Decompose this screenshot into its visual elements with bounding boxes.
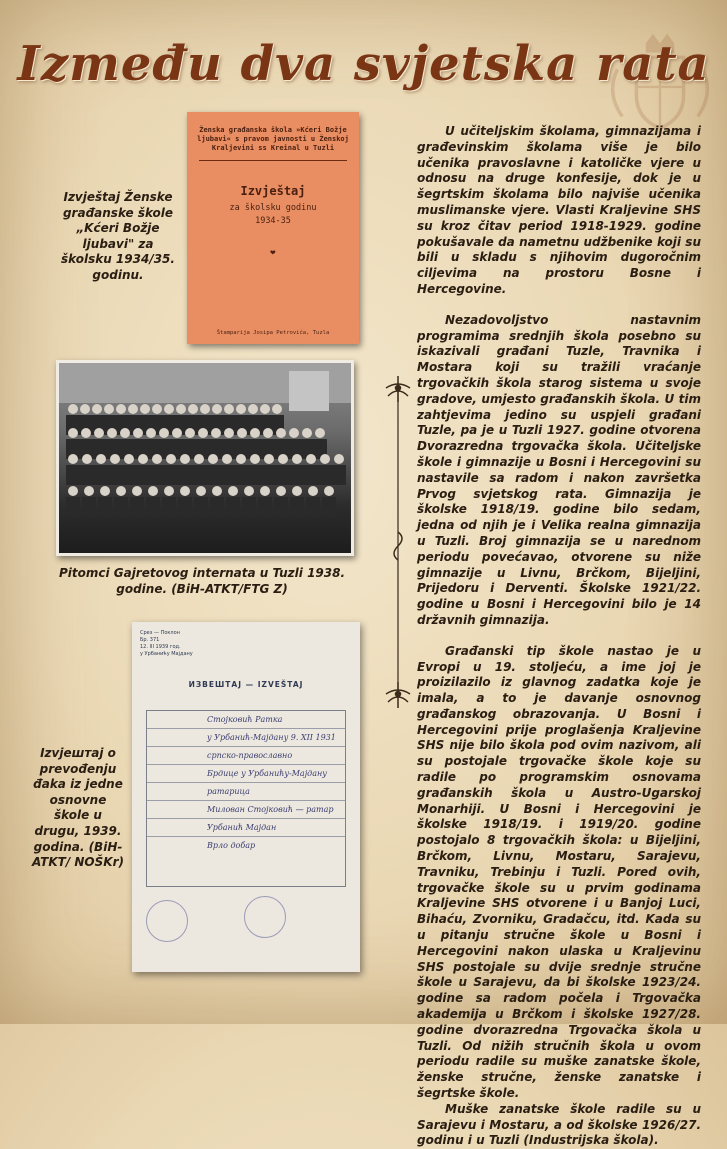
- transfer-report-document: [132, 622, 360, 972]
- student-face: [133, 428, 143, 438]
- student-face: [320, 454, 330, 464]
- student-face: [200, 404, 210, 414]
- student-face: [250, 428, 260, 438]
- student-face: [211, 428, 221, 438]
- booklet-caption: Izvještaj Ženske građanske škole „Kćeri Božje ljubavi" za školsku 1934/35. godinu.: [61, 190, 175, 282]
- booklet-printer: Štamparija Josipa Petrovića, Tuzla: [216, 330, 330, 336]
- fleur-ornament-icon: [386, 376, 410, 402]
- student-face: [82, 454, 92, 464]
- student-face: [324, 486, 334, 496]
- student-face: [292, 454, 302, 464]
- student-body: [248, 465, 262, 485]
- student-body: [94, 465, 108, 485]
- student-body: [234, 465, 248, 485]
- student-face: [196, 486, 206, 496]
- student-face: [334, 454, 344, 464]
- student-face: [224, 428, 234, 438]
- student-body: [162, 497, 176, 517]
- student-face: [185, 428, 195, 438]
- student-face: [104, 404, 114, 414]
- student-body: [80, 465, 94, 485]
- student-body: [276, 465, 290, 485]
- student-body: [318, 465, 332, 485]
- student-body: [220, 465, 234, 485]
- student-face: [68, 428, 78, 438]
- report-row: Стојковић Ратка: [147, 711, 345, 729]
- report-title: ИЗВЕШТАЈ — IZVEŠTAJ: [188, 680, 304, 689]
- article-body: [417, 124, 701, 1149]
- student-face: [188, 404, 198, 414]
- student-body: [332, 465, 346, 485]
- student-face: [68, 404, 78, 414]
- student-face: [248, 404, 258, 414]
- student-face: [308, 486, 318, 496]
- student-body: [82, 497, 96, 517]
- student-body: [130, 497, 144, 517]
- report-head-line: Бр. 371: [140, 637, 160, 643]
- student-face: [128, 404, 138, 414]
- student-body: [178, 465, 192, 485]
- student-body: [290, 465, 304, 485]
- student-face: [264, 454, 274, 464]
- student-body: [178, 497, 192, 517]
- student-face: [68, 454, 78, 464]
- student-face: [276, 486, 286, 496]
- student-face: [278, 454, 288, 464]
- student-body: [108, 465, 122, 485]
- student-face: [166, 454, 176, 464]
- student-body: [306, 497, 320, 517]
- student-body: [304, 465, 318, 485]
- fleur-ornament-icon: [386, 682, 410, 708]
- student-face: [94, 428, 104, 438]
- student-face: [92, 404, 102, 414]
- student-body: [66, 465, 80, 485]
- student-face: [81, 428, 91, 438]
- student-face: [263, 428, 273, 438]
- booklet-subheading-line: za školsku godinu: [229, 203, 317, 213]
- student-body: [136, 465, 150, 485]
- report-row: Брдице у Урбанићу-Мајдану: [147, 765, 345, 783]
- booklet-school-line: Ženska građanska škola »Kćeri Božje ljubavi« s pravom javnosti u Ženskoj Kraljevini ss Kreinal u Tuzli: [197, 126, 349, 152]
- student-face: [302, 428, 312, 438]
- group-photo-figures: [59, 363, 351, 553]
- student-face: [148, 486, 158, 496]
- student-body: [150, 465, 164, 485]
- student-face: [212, 486, 222, 496]
- student-face: [132, 486, 142, 496]
- report-header: [140, 630, 193, 658]
- student-face: [146, 428, 156, 438]
- student-body: [322, 497, 336, 517]
- article-paragraph: Muške zanatske škole radile su u Sarajevu i Mostaru, a od školske 1926/27. godinu i u Tuzli (Industrijska škola).: [417, 1101, 701, 1148]
- student-body: [146, 497, 160, 517]
- student-face: [260, 404, 270, 414]
- report-caption: Izvjештaj o prevođenju đaka iz jedne osnovne škole u drugu, 1939. godina. (BiH-ATKT/ NOŠKr): [32, 746, 124, 870]
- booklet-rule: [199, 160, 347, 161]
- report-head-line: 12. III 1939 год.: [140, 644, 181, 650]
- student-face: [180, 486, 190, 496]
- report-head-line: у Урбанићу Мајдану: [140, 651, 193, 657]
- report-head-line: Срез — Поклон: [140, 630, 180, 636]
- heart-ornament-icon: ❤: [270, 248, 276, 258]
- student-face: [164, 486, 174, 496]
- report-row: у Урбанић-Мајдану 9. XII 1931: [147, 729, 345, 747]
- student-face: [152, 454, 162, 464]
- student-face: [228, 486, 238, 496]
- student-face: [96, 454, 106, 464]
- student-body: [258, 497, 272, 517]
- student-face: [222, 454, 232, 464]
- article-paragraph: Nezadovoljstvo nastavnim programima srednjih škola posebno su iskazivali građani Tuzle, Travnika i Mostara koji su tražili vraćanje trgovačkih škola starog sistema u svoje gradove, umjesto građanskih škola. U tim zahtjevima jedino su uspjeli građani Tuzle, pa je u Tuzli 1927. godine otvorena Dvorazredna trgovačka škola. Učiteljske škole i gimnazije u Bosni i Hercegovini su nastavile sa radom i nakon završetka Prvog svjetskog rata. Gimnazija je školske 1918/19. godine bilo sedam, jedna od njih je i Velika realna gimnazija u Tuzli. Broj gimnazija se u narednom periodu povećavao, otvorene su niže gimnazije u Livnu, Brčkom, Bijeljini, Prijedoru i Derventi. Školske 1921/22. godine u Bosni i Hercegovini bilo je 14 državnih gimnazija.: [417, 312, 701, 627]
- booklet-subheading: [187, 202, 359, 228]
- student-face: [272, 404, 282, 414]
- student-face: [237, 428, 247, 438]
- ornamental-divider: [378, 372, 418, 712]
- article-paragraph: Građanski tip škole nastao je u Evropi u 19. stoljeću, a ime joj je proizilazilo iz glavnog zadatka koje je imala, a to je davanje osnovnog građanskog obrazovanja. U Bosni i Hercegovini prije proglašenja Kraljevine SHS nije bilo škola pod ovim nazivom, ali su postojale trgovačke škole koje su radile po programskim osnovama građanskih škola u Austro-Ugarskoj Monarhiji. U Bosni i Hercegovini je školske 1918/19. i 1919/20. godine postojalo 8 trgovačkih škola: u Bijeljini, Brčkom, Livnu, Mostaru, Sarajevu, Travniku, Trebinju i Tuzli. Pored ovih, trgovačke škole su u prvim godinama Kraljevine SHS otvorene i u Banjoj Luci, Bihaću, Zvorniku, Gradačcu, itd. Kada su u pitanju stručne škole u Bosni i Hercegovini nakon ulaska u Kraljevinu SHS postojale su dvije srednje stručne škole u Sarajevu, da bi školske 1923/24. godine sa radom počela i Trgovačka akademija u Brčkom i školske 1927/28. godine dvorazredna Trgovačka škola u Tuzli. Od nižih stručnih škola u ovom periodu radile su muške zanatske škole, ženske stručne, ženske zanatske i šegrtske škole.: [417, 643, 701, 1101]
- student-face: [140, 404, 150, 414]
- student-face: [68, 486, 78, 496]
- student-body: [226, 497, 240, 517]
- report-row: Милован Стојковић — ратар: [147, 801, 345, 819]
- round-stamp: [244, 896, 286, 938]
- page-title: Između dva svjetska rata: [17, 36, 710, 92]
- student-body: [98, 497, 112, 517]
- student-body: [114, 497, 128, 517]
- student-body: [290, 497, 304, 517]
- report-row: српско-православно: [147, 747, 345, 765]
- student-face: [260, 486, 270, 496]
- student-body: [210, 497, 224, 517]
- report-row: Врло добар: [207, 841, 256, 850]
- group-photo: [56, 360, 354, 556]
- student-body: [192, 465, 206, 485]
- student-face: [306, 454, 316, 464]
- student-face: [159, 428, 169, 438]
- booklet-year: 1934-35: [255, 215, 291, 226]
- student-face: [172, 428, 182, 438]
- photo-caption: Pitomci Gajretovog internata u Tuzli 1938. godine. (BiH-ATKT/FTG Z): [58, 566, 346, 596]
- student-face: [244, 486, 254, 496]
- student-face: [236, 454, 246, 464]
- student-body: [164, 465, 178, 485]
- student-face: [138, 454, 148, 464]
- report-row: ратарица: [147, 783, 345, 801]
- school-report-booklet: [187, 112, 359, 344]
- student-body: [274, 497, 288, 517]
- student-face: [198, 428, 208, 438]
- report-row: Урбанић Мајдан: [147, 819, 345, 837]
- booklet-heading: Izvještaj: [240, 184, 306, 198]
- student-face: [124, 454, 134, 464]
- student-face: [107, 428, 117, 438]
- student-face: [180, 454, 190, 464]
- student-body: [206, 465, 220, 485]
- student-face: [164, 404, 174, 414]
- student-face: [194, 454, 204, 464]
- report-table: [146, 710, 346, 887]
- student-face: [116, 404, 126, 414]
- student-face: [120, 428, 130, 438]
- student-face: [100, 486, 110, 496]
- student-face: [84, 486, 94, 496]
- student-face: [276, 428, 286, 438]
- student-face: [250, 454, 260, 464]
- student-body: [242, 497, 256, 517]
- student-face: [80, 404, 90, 414]
- student-face: [110, 454, 120, 464]
- student-face: [208, 454, 218, 464]
- student-face: [315, 428, 325, 438]
- student-face: [152, 404, 162, 414]
- student-body: [194, 497, 208, 517]
- round-stamp: [146, 900, 188, 942]
- student-face: [176, 404, 186, 414]
- student-body: [122, 465, 136, 485]
- student-body: [262, 465, 276, 485]
- student-face: [116, 486, 126, 496]
- student-face: [224, 404, 234, 414]
- student-face: [289, 428, 299, 438]
- student-face: [212, 404, 222, 414]
- student-body: [66, 497, 80, 517]
- article-paragraph: U učiteljskim školama, gimnazijama i građevinskim školama više je bilo učenika pravoslavne i katoličke vjere u odnosu na druge konfesije, dok je u šegrtskim školama bilo najviše učenika muslimanske vjere. Vlasti Kraljevine SHS su kroz čitav period 1918-1929. godine pokušavale da nametnu udžbenike koji su bili u skladu s njihovim dugoročnim ciljevima na prostoru Bosne i Hercegovine.: [417, 124, 701, 296]
- student-face: [236, 404, 246, 414]
- student-face: [292, 486, 302, 496]
